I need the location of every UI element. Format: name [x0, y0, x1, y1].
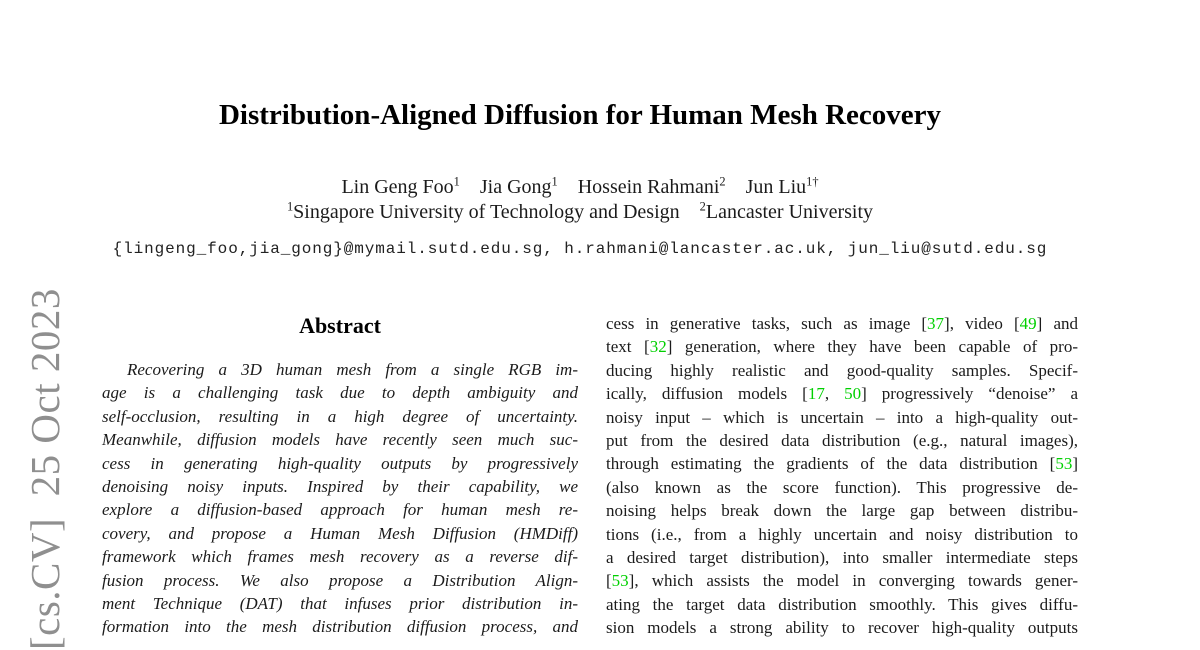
- text-line: formation into the mesh distribution diffusion process, and: [102, 617, 578, 637]
- text-line: ducing highly realistic and good-quality samples. Specif-: [606, 360, 1078, 380]
- text-line: cess in generating high-quality outputs by progressively: [102, 453, 578, 473]
- abstract-text: [102, 358, 578, 639]
- text-line: denoising noisy inputs. Inspired by their capability, we: [102, 477, 578, 497]
- text-line: through estimating the gradients of the data distribution [53]: [606, 454, 1078, 474]
- text-line: Recovering a 3D human mesh from a single RGB im-: [127, 360, 578, 379]
- text-line: covery, and propose a Human Mesh Diffusion (HMDiff): [102, 523, 578, 543]
- abstract-heading: Abstract: [299, 313, 381, 338]
- text-line: explore a diffusion-based approach for human mesh re-: [102, 500, 578, 520]
- arxiv-stamp: [cs.CV] 25 Oct 2023: [22, 288, 68, 650]
- citation-link[interactable]: 50: [844, 384, 862, 404]
- text-line: ically, diffusion models [17, 50] progressively “denoise” a: [606, 384, 1078, 404]
- citation-link[interactable]: 49: [1019, 314, 1037, 333]
- citation-link[interactable]: 53: [1055, 454, 1073, 474]
- left-column: [102, 313, 578, 639]
- right-column-text: [606, 312, 1078, 640]
- text-line: age is a challenging task due to depth ambiguity and: [102, 383, 578, 403]
- text-line: [53], which assists the model in converging towards gener-: [606, 571, 1078, 591]
- citation-link[interactable]: 53: [611, 571, 629, 591]
- text-line: (also known as the score function). This progressive de-: [606, 477, 1078, 497]
- text-line: self-occlusion, resulting in a high degree of uncertainty.: [102, 406, 578, 426]
- text-line: ment Technique (DAT) that infuses prior distribution in-: [102, 594, 578, 614]
- text-line: sion models a strong ability to recover high-quality outputs: [606, 618, 1078, 638]
- citation-link[interactable]: 37: [927, 314, 945, 333]
- author-line: Lin Geng Foo$^1$ Jia Gong$^1$ Hossein Rahmani$^2$ Jun Liu$^{1\dagger}$: [341, 174, 819, 198]
- text-line: tions (i.e., from a highly uncertain and noisy distribution to: [606, 524, 1078, 544]
- email-line: {lingeng_foo,jia_gong}@mymail.sutd.edu.sg, h.rahmani@lancaster.ac.uk, jun_liu@sutd.edu.sg: [112, 240, 1048, 258]
- text-line: put from the desired data distribution (e.g., natural images),: [606, 431, 1078, 451]
- text-line: text [32] generation, where they have been capable of pro-: [606, 337, 1079, 357]
- affiliation-line: $^1$Singapore University of Technology and Design $^2$Lancaster University: [286, 199, 874, 223]
- text-line: noising helps break down the large gap between distribu-: [606, 501, 1078, 521]
- citation-link[interactable]: 17: [807, 384, 825, 404]
- paper-title: Distribution-Aligned Diffusion for Human Mesh Recovery: [218, 99, 942, 131]
- text-line: fusion process. We also propose a Distribution Align-: [102, 570, 578, 590]
- text-line: cess in generative tasks, such as image [37], video [49] and: [606, 314, 1078, 333]
- text-line: framework which frames mesh recovery as a reverse dif-: [102, 547, 578, 567]
- text-line: ating the target data distribution smoothly. This gives diffu-: [606, 594, 1078, 614]
- citation-link[interactable]: 32: [649, 337, 667, 357]
- text-line: a desired target distribution), into smaller intermediate steps: [606, 548, 1078, 568]
- text-line: noisy input – which is uncertain – into a high-quality out-: [606, 407, 1078, 427]
- text-line: Meanwhile, diffusion models have recently seen much suc-: [102, 430, 578, 450]
